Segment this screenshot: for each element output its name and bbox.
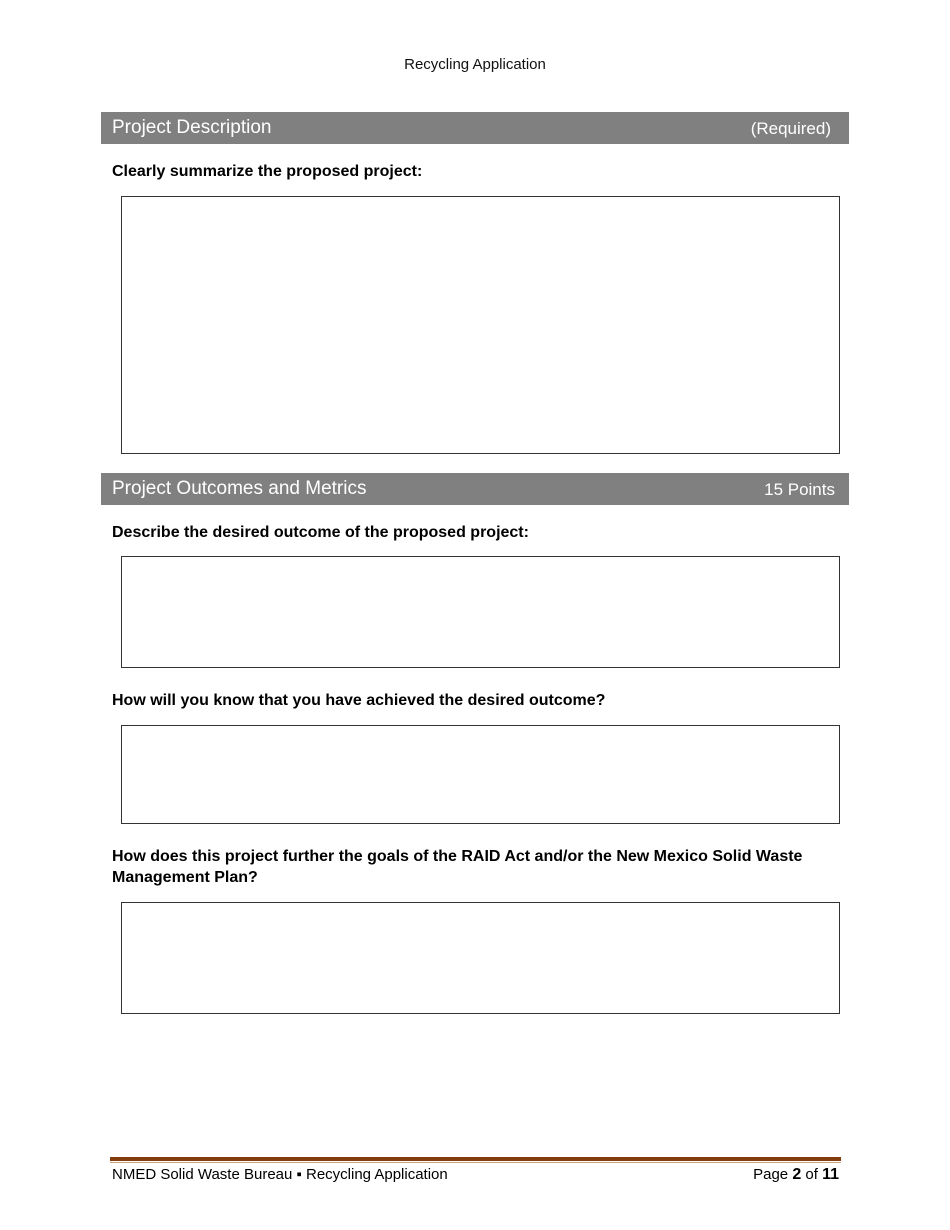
question-raid-act-goals: How does this project further the goals of the RAID Act and/or the New Mexico Solid Waste Management Plan? [112, 848, 803, 886]
footer-rule-thin [110, 1162, 841, 1163]
points-label: 15 Points [764, 480, 835, 499]
page-total: 11 [822, 1166, 839, 1183]
page-of: of [805, 1166, 818, 1183]
section-title: Project Outcomes and Metrics [112, 478, 367, 499]
footer-left-text: NMED Solid Waste Bureau ▪ Recycling Application [112, 1166, 448, 1183]
footer-rule [110, 1157, 841, 1161]
page-number [753, 1166, 839, 1184]
section-header-project-outcomes [101, 473, 849, 505]
page-header: Recycling Application [404, 56, 546, 73]
question-desired-outcome: Describe the desired outcome of the proposed project: [112, 524, 529, 541]
question-achieved-outcome: How will you know that you have achieved the desired outcome? [112, 692, 606, 709]
achieved-outcome-field[interactable] [121, 725, 840, 824]
page-current: 2 [792, 1166, 802, 1183]
section-header-project-description [101, 112, 849, 144]
page-prefix: Page [753, 1166, 789, 1183]
required-label: (Required) [750, 119, 831, 138]
question-summarize-project: Clearly summarize the proposed project: [112, 163, 423, 180]
section-title: Project Description [112, 117, 272, 138]
project-summary-field[interactable] [121, 196, 840, 454]
raid-act-goals-field[interactable] [121, 902, 840, 1014]
desired-outcome-field[interactable] [121, 556, 840, 668]
